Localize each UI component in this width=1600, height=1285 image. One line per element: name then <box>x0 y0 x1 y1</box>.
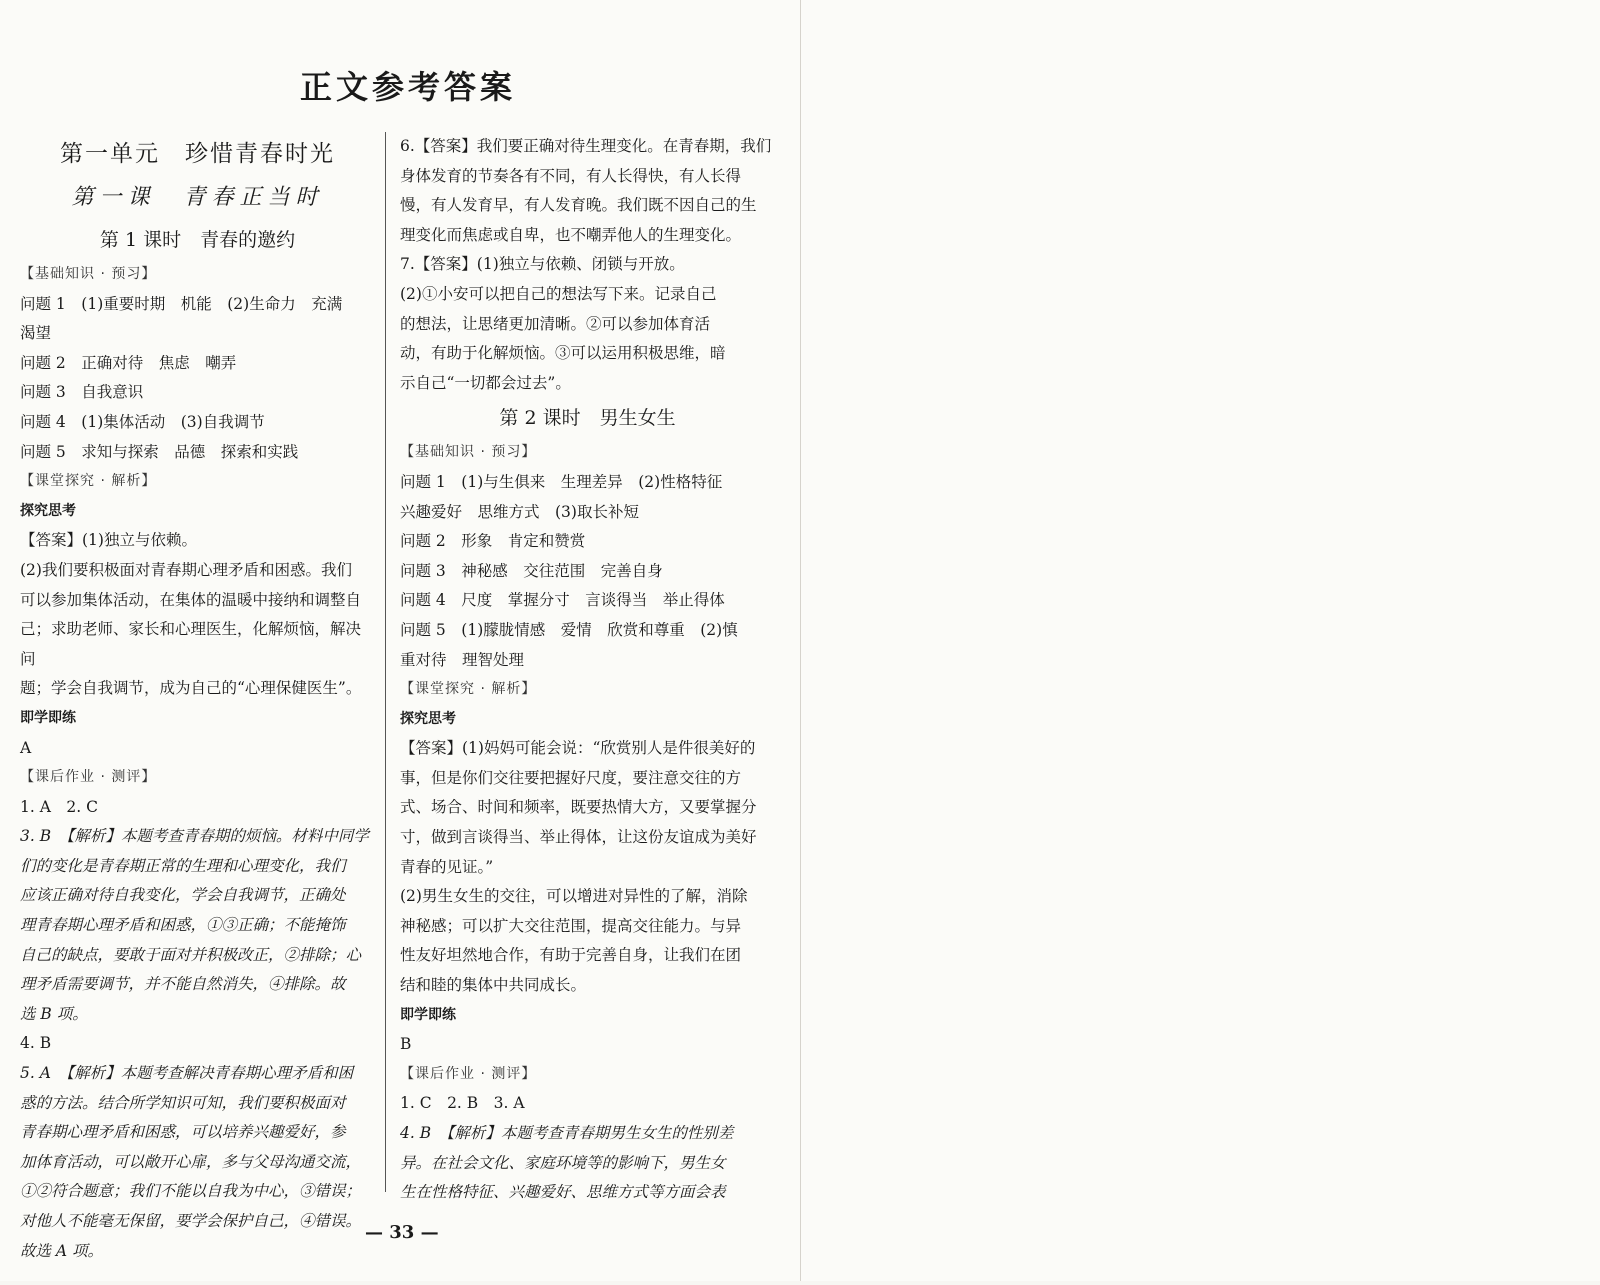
page-number-left: — 33 — <box>365 1222 439 1243</box>
text-line: 7.【答案】(1)独立与依赖、闭锁与开放。 <box>400 255 685 274</box>
subsection-heading: 探究思考 <box>20 502 76 519</box>
text-line: 问题 4 尺度 掌握分寸 言谈得当 举止得体 <box>400 591 725 610</box>
text-line: 结和睦的集体中共同成长。 <box>400 976 587 995</box>
text-line: 对他人不能毫无保留，要学会保护自己，④错误。 <box>20 1212 362 1230</box>
text-line: (2)①小安可以把自己的想法写下来。记录自己 <box>400 284 717 303</box>
text-line: 题；学会自我调节，成为自己的“心理保健医生”。 <box>20 679 362 698</box>
text-line: 慢，有人发育早，有人发育晚。我们既不因自己的生 <box>400 196 757 215</box>
text-line: 问题 5 求知与探索 品德 探索和实践 <box>20 442 299 461</box>
text-line: (2)男生女生的交往，可以增进对异性的了解，消除 <box>400 887 748 906</box>
text-line: 事，但是你们交往要把握好尺度，要注意交往的方 <box>400 768 742 787</box>
text-line: 兴趣爱好 思维方式 (3)取长补短 <box>400 502 639 521</box>
text-line: 问题 3 神秘感 交往范围 完善自身 <box>400 561 663 580</box>
text-line: 己；求助老师、家长和心理医生，化解烦恼，解决问 <box>20 620 362 668</box>
text-line: 3. B 【解析】本题考查青春期的烦恼。材料中同学 <box>20 827 369 846</box>
text-line: 身体发育的节奏各有不同，有人长得快，有人长得 <box>400 166 742 185</box>
text-line: B <box>400 1035 412 1054</box>
text-line: 动，有助于化解烦恼。③可以运用积极思维，暗 <box>400 344 726 363</box>
left-col1-content <box>20 220 375 1266</box>
subsection-heading: 即学即练 <box>20 709 76 726</box>
text-line: 4. B <box>20 1034 52 1053</box>
text-line: A <box>20 738 32 757</box>
text-line: 理青春期心理矛盾和困惑，①③正确；不能掩饰 <box>20 916 346 935</box>
left-column-2 <box>400 132 775 1208</box>
text-line: 1. A 2. C <box>20 797 98 816</box>
text-line: 1. C 2. B 3. A <box>400 1094 525 1113</box>
text-line: ①②符合题意；我们不能以自我为中心，③错误； <box>20 1182 362 1201</box>
text-line: 5. A 【解析】本题考查解决青春期心理矛盾和困 <box>20 1064 354 1083</box>
subsection-heading: 探究思考 <box>400 710 456 727</box>
text-line: 【答案】(1)独立与依赖。 <box>20 531 197 550</box>
section-heading: 【课后作业 · 测评】 <box>400 1065 537 1082</box>
text-line: 问题 2 形象 肯定和赞赏 <box>400 532 586 551</box>
text-line: 理矛盾需要调节，并不能自然消失，④排除。故 <box>20 975 346 994</box>
section-heading: 【基础知识 · 预习】 <box>400 444 537 461</box>
left-col2-content <box>400 132 775 1208</box>
text-line: 重对待 理智处理 <box>400 650 525 669</box>
text-line: 问题 1 (1)重要时期 机能 (2)生命力 充满 <box>20 294 343 313</box>
text-line: 问题 2 正确对待 焦虑 嘲弄 <box>20 353 237 372</box>
text-line: 问题 5 (1)朦胧情感 爱情 欣赏和尊重 (2)慎 <box>400 620 738 639</box>
text-line: 们的变化是青春期正常的生理和心理变化，我们 <box>20 856 346 875</box>
text-line: 异。在社会文化、家庭环境等的影响下，男生女 <box>400 1153 726 1172</box>
text-line: 惑的方法。结合所学知识可知，我们要积极面对 <box>20 1093 346 1112</box>
text-line: 选 B 项。 <box>20 1004 88 1023</box>
text-line: 4. B 【解析】本题考查青春期男生女生的性别差 <box>400 1124 734 1142</box>
text-line: 6.【答案】我们要正确对待生理变化。在青春期，我们 <box>400 137 772 155</box>
section-heading: 【课后作业 · 测评】 <box>20 769 157 786</box>
page-title: 正文参考答案 <box>300 68 517 106</box>
section-heading: 【课堂探究 · 解析】 <box>400 681 537 698</box>
text-line: 问题 4 (1)集体活动 (3)自我调节 <box>20 412 265 431</box>
column-divider <box>385 132 386 1192</box>
text-line: 青春期心理矛盾和困惑，可以培养兴趣爱好，参 <box>20 1123 346 1142</box>
text-line: 加体育活动，可以敞开心扉，多与父母沟通交流， <box>20 1152 362 1171</box>
left-column-1 <box>20 132 375 1266</box>
period-heading: 第 1 课时 青春的邀约 <box>99 229 296 251</box>
text-line: 理变化而焦虑或自卑，也不嘲弄他人的生理变化。 <box>400 225 742 244</box>
text-line: 神秘感；可以扩大交往范围，提高交往能力。与异 <box>400 916 742 935</box>
text-line: 【答案】(1)妈妈可能会说：“欣赏别人是件很美好的 <box>400 739 756 758</box>
lesson-heading: 第一课 青春正当时 <box>71 185 324 210</box>
text-line: (2)我们要积极面对青春期心理矛盾和困惑。我们 <box>20 560 352 579</box>
text-line: 生在性格特征、兴趣爱好、思维方式等方面会表 <box>400 1183 726 1202</box>
subsection-heading: 即学即练 <box>400 1006 456 1023</box>
text-line: 青春的见证。” <box>400 857 494 876</box>
text-line: 问题 1 (1)与生俱来 生理差异 (2)性格特征 <box>400 472 723 491</box>
period-heading: 第 2 课时 男生女生 <box>499 407 676 430</box>
section-heading: 【课堂探究 · 解析】 <box>20 473 157 490</box>
text-line: 问题 3 自我意识 <box>20 383 144 402</box>
text-line: 故选 A 项。 <box>20 1241 104 1260</box>
right-page <box>800 0 1600 1281</box>
left-page <box>0 0 800 1281</box>
text-line: 可以参加集体活动，在集体的温暖中接纳和调整自 <box>20 590 362 609</box>
text-line: 渴望 <box>20 324 52 343</box>
text-line: 示自己“一切都会过去”。 <box>400 373 571 392</box>
section-heading: 【基础知识 · 预习】 <box>20 266 157 282</box>
text-line: 的想法，让思绪更加清晰。②可以参加体育活 <box>400 314 711 333</box>
text-line: 应该正确对待自我变化，学会自我调节，正确处 <box>20 886 346 905</box>
text-line: 寸，做到言谈得当、举止得体，让这份友谊成为美好 <box>400 828 757 847</box>
text-line: 自己的缺点，要敢于面对并积极改正，②排除；心 <box>20 945 362 964</box>
text-line: 性友好坦然地合作，有助于完善自身，让我们在团 <box>400 946 742 965</box>
unit-heading: 第一单元 珍惜青春时光 <box>60 141 335 167</box>
text-line: 式、场合、时间和频率，既要热情大方，又要掌握分 <box>400 798 757 817</box>
